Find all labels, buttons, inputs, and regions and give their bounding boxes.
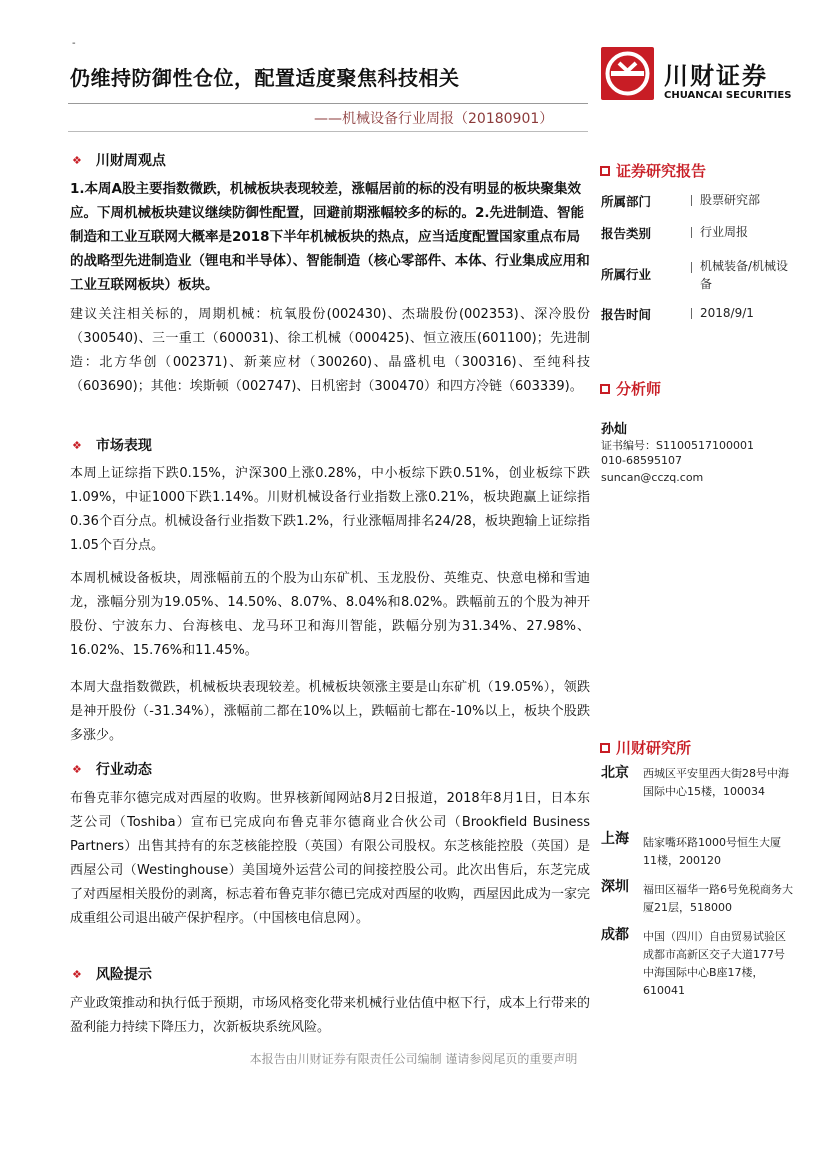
analyst-email[interactable]: suncan@cczq.com <box>601 471 704 484</box>
analyst-phone: 010-68595107 <box>601 454 682 467</box>
office-city-shenzhen: 深圳 <box>601 879 629 895</box>
office-address-shanghai: 陆家嘴环路1000号恒生大厦11楼，200120 <box>643 836 781 867</box>
section-heading-industry: ❖ 行业动态 <box>72 762 152 778</box>
header-divider-bottom <box>68 131 588 132</box>
section-heading-risk: ❖ 风险提示 <box>72 967 152 983</box>
weekly-view-recommendations: 建议关注相关标的，周期机械：杭氧股份(002430)、杰瑞股份(002353)、深冷股份（300540)、三一重工（600031)、徐工机械（000425)、恒立液压(601100)；先进制造：北方华创（002371)、新莱应材（300260)、晶盛机电（300316)、至纯科技（603690)；其他：埃斯顿（002747)、日机密封（300470）和四方冷链（603339)。 <box>70 307 590 394</box>
info-label-industry: 所属行业 <box>601 267 652 282</box>
analyst-cert: 证书编号：S1100517100001 <box>601 439 754 452</box>
office-city-beijing: 北京 <box>601 765 629 781</box>
risk-paragraph: 产业政策推动和执行低于预期，市场风格变化带来机械行业估值中枢下行，成本上行带来的盈利能力持续下降压力，次新板块系统风险。 <box>70 996 591 1035</box>
info-value-department: 股票研究部 <box>700 193 761 207</box>
square-bullet-icon <box>600 384 610 394</box>
info-label-department: 所属部门 <box>601 194 652 209</box>
report-subtitle: ——机械设备行业周报（20180901） <box>314 111 554 127</box>
diamond-bullet-icon: ❖ <box>72 763 82 776</box>
office-address-beijing: 西城区平安里西大街28号中海国际中心15楼，100034 <box>643 767 789 798</box>
section-heading-weekly-view: ❖ 川财周观点 <box>72 153 166 169</box>
info-value-report-type: 行业周报 <box>700 225 749 239</box>
sidebar-heading-analyst: 分析师 <box>600 378 661 399</box>
header-divider <box>68 103 588 104</box>
top-mark: - <box>72 38 76 49</box>
square-bullet-icon <box>600 743 610 753</box>
info-separator <box>691 262 692 273</box>
footer-disclaimer: 本报告由川财证券有限责任公司编制 谨请参阅尾页的重要声明 <box>249 1052 578 1066</box>
office-city-chengdu: 成都 <box>601 927 629 943</box>
square-bullet-icon <box>600 166 610 176</box>
info-label-report-date: 报告时间 <box>601 307 652 322</box>
market-paragraph-2: 本周机械设备板块，周涨幅前五的个股为山东矿机、玉龙股份、英维克、快意电梯和雪迪龙，涨幅分别为19.05%、14.50%、8.07%、8.04%和8.02%。跌幅前五的个股为神开股份、宁波东力、台海核电、龙马环卫和海川智能，跌幅分别为31.34%、27.98%、16.02%、15.76%和11.45%。 <box>70 571 590 658</box>
analyst-name: 孙灿 <box>601 422 628 437</box>
diamond-bullet-icon: ❖ <box>72 968 82 981</box>
office-address-shenzhen: 福田区福华一路6号免税商务大厦21层，518000 <box>643 883 793 914</box>
company-logo-icon <box>601 47 654 100</box>
info-separator <box>691 195 692 206</box>
info-label-report-type: 报告类别 <box>601 226 652 241</box>
industry-news-paragraph: 布鲁克菲尔德完成对西屋的收购。世界核新闻网站8月2日报道，2018年8月1日，日本东芝公司（Toshiba）宣布已完成向布鲁克菲尔德商业合伙公司（Brookfield Business Partners）出售其持有的东芝核能控股（英国）有限公司股权。东芝核能控股（英国）是西屋公司（Westinghouse）美国境外运营公司的间接控股公司。此次出售后，东芝完成了对西屋相关股份的剥离，标志着布鲁克菲尔德已完成对西屋的收购，西屋因此成为一家完成重组公司退出破产保护程序。（中国核电信息网）。 <box>70 791 591 926</box>
company-name-en: CHUANCAI SECURITIES <box>664 90 792 101</box>
info-separator <box>691 308 692 319</box>
sidebar-heading-institute: 川财研究所 <box>600 737 691 758</box>
market-paragraph-1: 本周上证综指下跌0.15%，沪深300上涨0.28%，中小板综下跌0.51%，创业板综下跌1.09%，中证1000下跌1.14%。川财机械设备行业指数上涨0.21%，板块跑赢上证综指0.36个百分点。机械设备行业指数下跌1.2%，行业涨幅周排名24/28，板块跑输上证综指1.05个百分点。 <box>70 466 590 553</box>
market-paragraph-3: 本周大盘指数微跌，机械板块表现较差。机械板块领涨主要是山东矿机（19.05%），领跌是神开股份（-31.34%），涨幅前二都在10%以上，跌幅前七都在-10%以上，板块个股跌多涨少。 <box>70 680 590 743</box>
sidebar-heading-report: 证券研究报告 <box>600 160 706 181</box>
company-name-cn: 川财证券 <box>664 62 768 90</box>
diamond-bullet-icon: ❖ <box>72 154 82 167</box>
info-separator <box>691 227 692 238</box>
weekly-view-highlights: 1.本周A股主要指数微跌，机械板块表现较差，涨幅居前的标的没有明显的板块聚集效应。下周机械板块建议继续防御性配置，回避前期涨幅较多的标的。2.先进制造、智能制造和工业互联网大概率是2018下半年机械板块的热点，应当适度配置国家重点布局的战略型先进制造业（锂电和半导体）、智能制造（核心零部件、本体、行业集成应用和工业互联网板块）板块。 <box>70 181 590 293</box>
report-title: 仍维持防御性仓位，配置适度聚焦科技相关 <box>70 66 460 90</box>
office-city-shanghai: 上海 <box>601 831 629 847</box>
info-value-industry: 机械装备/机械设备 <box>700 259 789 291</box>
section-heading-market: ❖ 市场表现 <box>72 438 152 454</box>
diamond-bullet-icon: ❖ <box>72 439 82 452</box>
office-address-chengdu: 中国（四川）自由贸易试验区成都市高新区交子大道177号中海国际中心B座17楼，610041 <box>643 930 786 997</box>
info-value-report-date: 2018/9/1 <box>700 306 754 320</box>
